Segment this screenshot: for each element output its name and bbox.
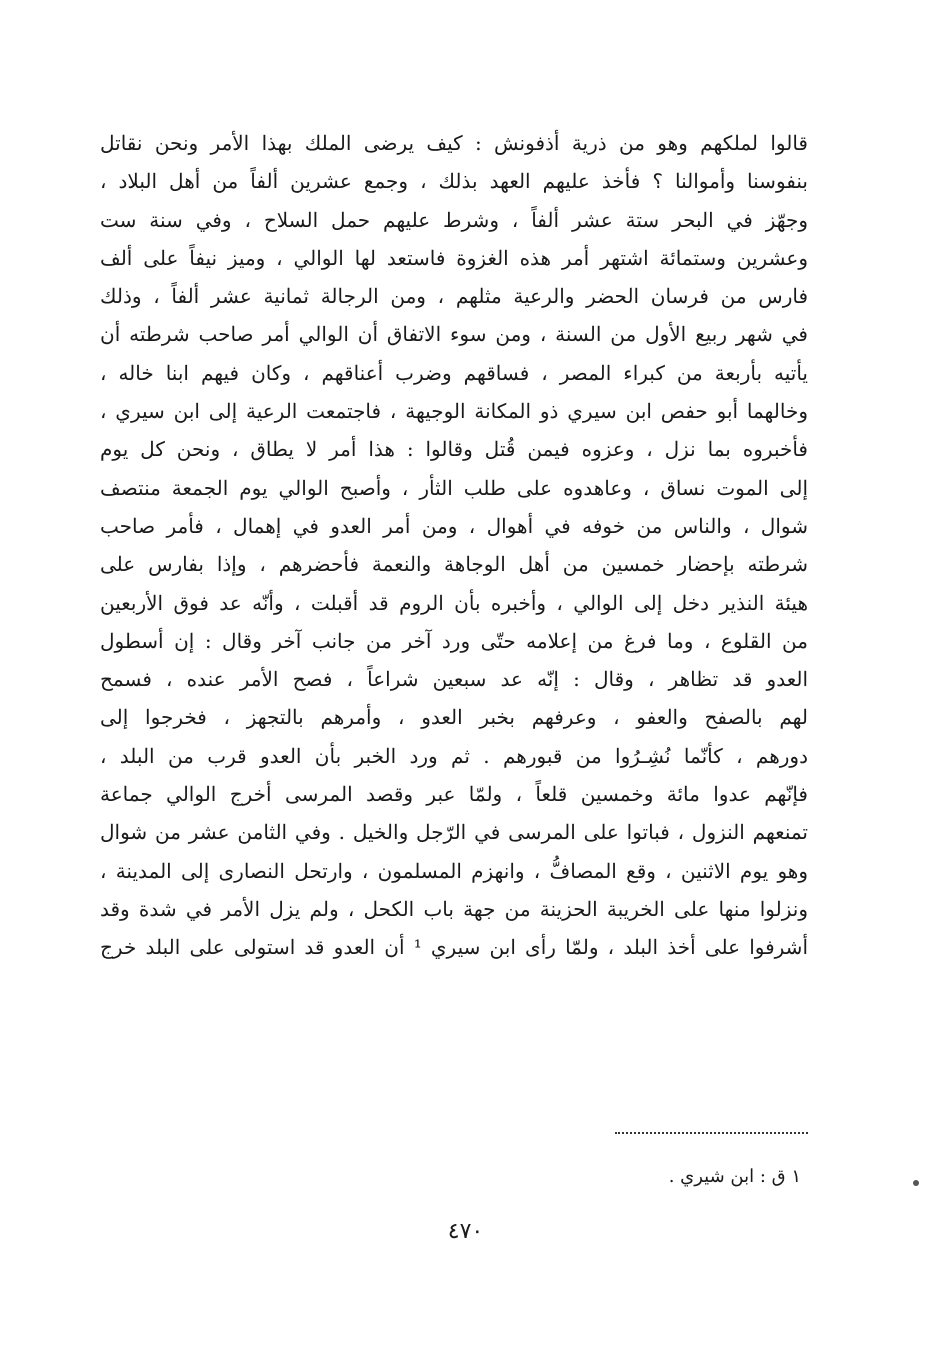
text-line-10: إلى الموت نساق ، وعاهدوه على طلب الثأر ، وأصبح الوالي يوم الجمعة منتصف bbox=[100, 475, 808, 500]
footnote-separator bbox=[615, 1132, 808, 1134]
text-line-12: شرطته بإحضار خمسين من أهل الوجاهة والنعمة فأحضرهم ، وإذا بفارس على bbox=[100, 552, 808, 577]
main-text-block bbox=[100, 124, 808, 967]
text-line-17: دورهم ، كأنّما نُشِـرُوا من قبورهم . ثم ورد الخبر بأن العدو قرب من البلد ، bbox=[100, 743, 808, 768]
page-number: ٤٧٠ bbox=[447, 1219, 484, 1244]
text-line-21: ونزلوا منها على الخريبة الحزينة من جهة باب الكحل ، ولم يزل الأمر في شدة وقد bbox=[100, 896, 808, 921]
text-line-14: من القلوع ، وما فرغ من إعلامه حتّى ورد آخر من جانب آخر وقال : إن أسطول bbox=[100, 628, 808, 653]
footnote: ١ ق : ابن شيري . bbox=[668, 1166, 801, 1187]
text-line-2: بنفوسنا وأموالنا ؟ فأخذ عليهم العهد بذلك ، وجمع عشرين ألفاً من أهل البلاد ، bbox=[100, 169, 808, 194]
text-line-6: في شهر ربيع الأول من السنة ، ومن سوء الاتفاق أن الوالي أمر صاحب شرطته أن bbox=[100, 322, 808, 347]
text-line-8: وخالهما أبو حفص ابن سيري ذو المكانة الوجيهة ، فاجتمعت الرعية إلى ابن سيري ، bbox=[100, 399, 808, 424]
text-line-4: وعشرين وستمائة اشتهر أمر هذه الغزوة فاستعد لها الوالي ، وميز نيفاً على ألف bbox=[100, 245, 808, 270]
text-line-19: تمنعهم النزول ، فباتوا على المرسى في الرّجل والخيل . وفي الثامن عشر من شوال bbox=[100, 820, 808, 845]
text-line-3: وجهّز في البحر ستة عشر ألفاً ، وشرط عليهم حمل السلاح ، وفي سنة ست bbox=[100, 207, 808, 232]
text-line-11: شوال ، والناس من خوفه في أهوال ، ومن أمر العدو في إهمال ، فأمر صاحب bbox=[100, 513, 808, 538]
text-line-22: أشرفوا على أخذ البلد ، ولمّا رأى ابن سيري ¹ أن العدو قد استولى على البلد خرج bbox=[100, 935, 808, 960]
text-line-18: فإنّهم عدوا مائة وخمسين قلعاً ، ولمّا عبر وقصد المرسى أخرج الوالي جماعة bbox=[100, 782, 808, 807]
text-line-9: فأخبروه بما نزل ، وعزوه فيمن قُتل وقالوا : هذا أمر لا يطاق ، ونحن كل يوم bbox=[100, 437, 808, 462]
text-line-5: فارس من فرسان الحضر والرعية مثلهم ، ومن الرجالة ثمانية عشر ألفاً ، وذلك bbox=[100, 284, 808, 309]
text-line-1: قالوا لملكهم وهو من ذرية أذفونش : كيف يرضى الملك بهذا الأمر ونحن نقاتل bbox=[100, 131, 808, 155]
text-line-7: يأتيه بأربعة من كبراء المصر ، فساقهم وضرب أعناقهم ، وكان فيهم ابنا خاله ، bbox=[100, 360, 808, 385]
text-line-15: العدو قد تظاهر ، وقال : إنّه عد سبعين شراعاً ، فصح الأمر عنده ، فسمح bbox=[100, 667, 808, 692]
text-line-16: لهم بالصفح والعفو ، وعرفهم بخبر العدو ، وأمرهم بالتجهز ، فخرجوا إلى bbox=[100, 705, 808, 730]
text-line-20: وهو يوم الاثنين ، وقع المصافُّ ، وانهزم المسلمون ، وارتحل النصارى إلى المدينة ، bbox=[100, 858, 808, 883]
text-line-13: هيئة النذير دخل إلى الوالي ، وأخبره بأن الروم قد أقبلت ، وأنّه عد فوق الأربعين bbox=[100, 590, 808, 615]
margin-dot-icon bbox=[913, 1180, 919, 1186]
